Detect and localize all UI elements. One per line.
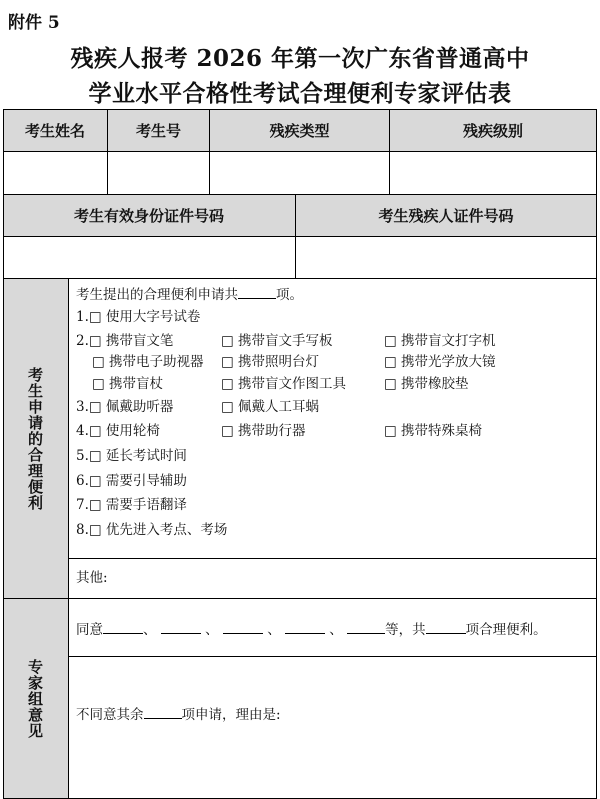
header-disability-type: 残疾类型 (210, 109, 390, 152)
header-disability-card: 考生残疾人证件号码 (296, 195, 597, 237)
other-label: 其他: (76, 570, 108, 586)
item-extended-time[interactable]: 5.□ 延长考试时间 (76, 448, 187, 464)
item-optical-magnifier[interactable]: □ 携带光学放大镜 (384, 354, 496, 370)
evaluation-form-table (3, 109, 597, 799)
form-title-line1: 残疾人报考 2026 年第一次广东省普通高中 (70, 45, 530, 72)
agree-blank-4[interactable] (285, 620, 325, 634)
application-count-line: 考生提出的合理便利申请共 项。 (76, 287, 303, 303)
item-white-cane[interactable]: □ 携带盲杖 (92, 376, 164, 392)
expert-agree-cell (69, 599, 597, 657)
agree-line: 同意 、 、 、 、 等，共 项合理便利。 (76, 622, 547, 638)
item-guided-assistance[interactable]: 6.□ 需要引导辅助 (76, 473, 187, 489)
header-id-card: 考生有效身份证件号码 (3, 195, 296, 237)
item-walker[interactable]: □ 携带助行器 (221, 423, 306, 439)
item-hearing-aid[interactable]: 3.□ 佩戴助听器 (76, 399, 174, 415)
item-sign-language[interactable]: 7.□ 需要手语翻译 (76, 497, 187, 513)
header-name: 考生姓名 (3, 109, 108, 152)
item-rubber-mat[interactable]: □ 携带橡胶垫 (384, 376, 469, 392)
agree-blank-1[interactable] (103, 620, 143, 634)
agree-count-blank[interactable] (426, 620, 466, 634)
agree-blank-5[interactable] (347, 620, 385, 634)
section-expert-label: 专家组意见 (3, 599, 69, 799)
item-electronic-magnifier[interactable]: □ 携带电子助视器 (92, 354, 204, 370)
application-count-blank[interactable] (238, 285, 276, 299)
agree-blank-2[interactable] (161, 620, 201, 634)
item-large-print[interactable]: 1.□ 使用大字号试卷 (76, 309, 201, 325)
disability-card-field[interactable] (296, 237, 597, 279)
application-items-cell (69, 279, 597, 559)
header-disability-level: 残疾级别 (390, 109, 597, 152)
id-card-field[interactable] (3, 237, 296, 279)
item-special-desk[interactable]: □ 携带特殊桌椅 (384, 423, 483, 439)
attachment-label: 附件 5 (8, 13, 60, 33)
other-cell[interactable] (69, 559, 597, 599)
agree-blank-3[interactable] (223, 620, 263, 634)
item-priority-entry[interactable]: 8.□ 优先进入考点、考场 (76, 522, 228, 538)
item-desk-lamp[interactable]: □ 携带照明台灯 (221, 354, 320, 370)
item-wheelchair[interactable]: 4.□ 使用轮椅 (76, 423, 160, 439)
disagree-count-blank[interactable] (144, 705, 182, 719)
header-number: 考生号 (108, 109, 210, 152)
item-braille-drawing-tools[interactable]: □ 携带盲文作图工具 (221, 376, 347, 392)
section-application-label: 考生申请的合理便利 (3, 279, 69, 599)
expert-disagree-cell (69, 657, 597, 799)
item-braille-slate[interactable]: □ 携带盲文手写板 (221, 333, 333, 349)
item-braille-typewriter[interactable]: □ 携带盲文打字机 (384, 333, 496, 349)
disagree-line: 不同意其余 项申请，理由是: (76, 707, 281, 723)
number-field[interactable] (108, 152, 210, 195)
name-field[interactable] (3, 152, 108, 195)
item-cochlear-implant[interactable]: □ 佩戴人工耳蜗 (221, 399, 320, 415)
form-title-line2: 学业水平合格性考试合理便利专家评估表 (88, 80, 512, 107)
disability-level-field[interactable] (390, 152, 597, 195)
disability-type-field[interactable] (210, 152, 390, 195)
item-braille-pen[interactable]: 2.□ 携带盲文笔 (76, 333, 174, 349)
